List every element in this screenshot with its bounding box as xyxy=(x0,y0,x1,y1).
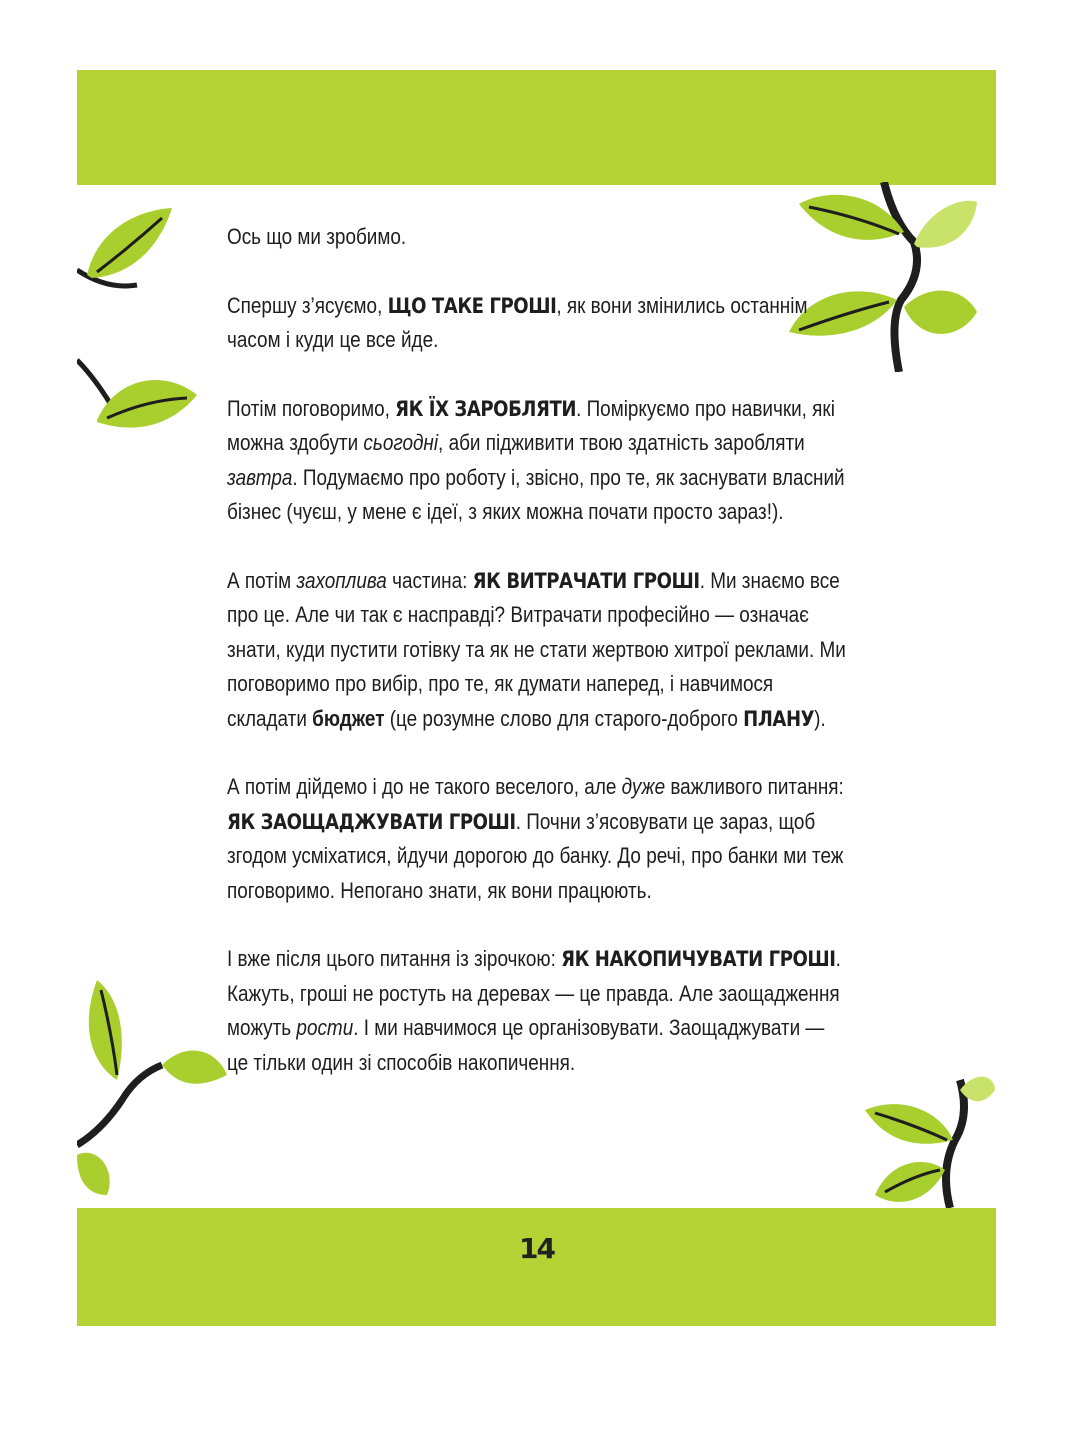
text-run: важливого питання: xyxy=(665,774,844,799)
top-green-band xyxy=(77,70,996,185)
text-run: . Почни з’ясовувати це зараз, щоб згодом усміхатися, йдучи дорогою до банку. До речі, про банки ми теж поговоримо. Непогано знати, як вони працюють. xyxy=(227,808,844,903)
body-text xyxy=(227,220,846,1114)
text-run: . Подумаємо про роботу і, звісно, про те, як заснувати власний бізнес (чуєш, у мене є ідеї, з яких можна почати просто зараз!). xyxy=(227,464,845,524)
text-run: . Ми знаємо все про це. Але чи так є насправді? Витрачати професійно — означає знати, куди пустити готівку та як не стати жертвою хитрої реклами. Ми поговоримо про вибір, про те, як думати наперед, і навчимося складати xyxy=(227,567,846,731)
leaf-branch-left-bottom-icon xyxy=(77,980,237,1200)
emphasis: дуже xyxy=(621,774,666,799)
text-run: А потім дійдемо і до не такого веселого, але xyxy=(227,774,622,799)
highlight-heading: ЯК ЇХ ЗАРОБЛЯТИ xyxy=(395,396,577,421)
bottom-green-band xyxy=(77,1208,996,1326)
text-run: . І ми навчимося це організовувати. Заощаджувати — це тільки один зі способів накопичення. xyxy=(227,1015,825,1075)
emphasis: рости xyxy=(296,1015,354,1040)
leaf-branch-left-top-icon xyxy=(77,200,217,460)
text-run: А потім xyxy=(227,567,297,593)
text-run: Ось що ми зробимо. xyxy=(227,224,407,249)
highlight-heading: ЯК НАКОПИЧУВАТИ ГРОШІ xyxy=(561,947,836,971)
text-run: Потім поговоримо, xyxy=(227,395,396,421)
text-run: , аби підживити твою здатність заробляти xyxy=(438,430,805,455)
text-run: , як вони змінились останнім часом і куди це все йде. xyxy=(227,292,808,352)
paragraph-5 xyxy=(227,770,846,908)
page-number: 14 xyxy=(519,1232,554,1265)
emphasis: захоплива xyxy=(296,567,387,593)
highlight-heading: ЩО ТАКЕ ГРОШІ xyxy=(387,293,557,318)
bold-term: бюджет xyxy=(312,705,385,731)
paragraph-4 xyxy=(227,564,846,737)
highlight-heading: ЯК ВИТРАЧАТИ ГРОШІ xyxy=(472,568,700,593)
highlight-heading: ЯК ЗАОЩАДЖУВАТИ ГРОШІ xyxy=(227,809,516,834)
text-run: І вже після цього питання із зірочкою: xyxy=(227,946,562,971)
text-run: ). xyxy=(814,705,826,731)
text-run: . Кажуть, гроші не ростуть на деревах — це правда. Але заощадження можуть xyxy=(227,946,841,1040)
paragraph-6 xyxy=(227,942,846,1080)
text-run: . Поміркуємо про навички, які можна здобути xyxy=(227,395,835,455)
leaf-branch-right-bottom-icon xyxy=(845,1070,995,1220)
text-run: частина: xyxy=(386,567,473,593)
paragraph-2 xyxy=(227,289,846,358)
emphasis: завтра xyxy=(227,464,293,490)
emphasis: сьогодні xyxy=(363,430,439,455)
book-page xyxy=(77,70,996,1326)
text-run: Спершу з’ясуємо, xyxy=(227,292,388,318)
paragraph-3 xyxy=(227,392,846,530)
text-run: (це розумне слово для старого-доброго xyxy=(384,705,744,731)
highlight-heading: ПЛАНУ xyxy=(743,706,815,731)
paragraph-1 xyxy=(227,220,846,255)
